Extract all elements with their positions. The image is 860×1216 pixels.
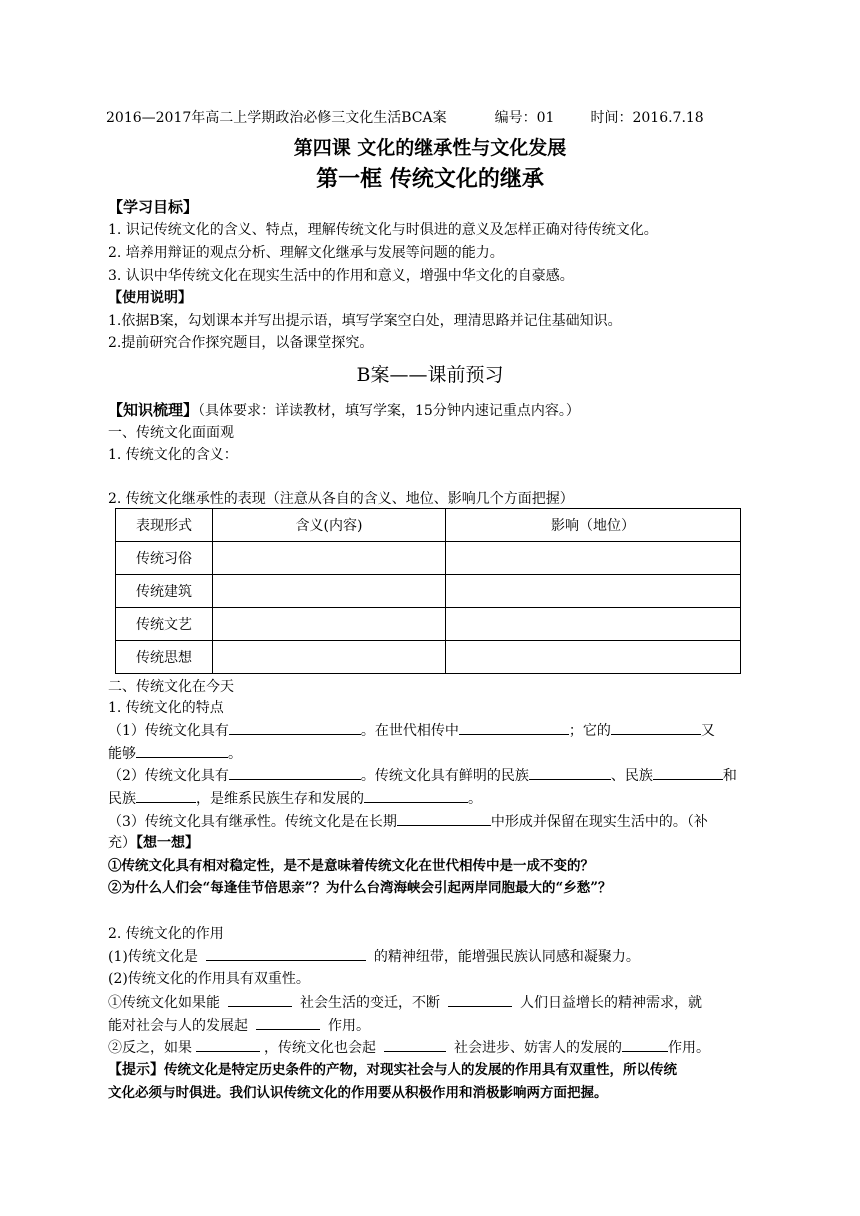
part1-q1: 1. 传统文化的含义： xyxy=(108,447,238,463)
table-row xyxy=(116,641,741,674)
part1-title: 一、传统文化面面观 xyxy=(108,425,234,441)
usage-item: 1.依据B案，勾划课本并写出提示语，填写学案空白处，理清思路并记住基础知识。 xyxy=(108,313,622,329)
table-header-cell: 表现形式 xyxy=(116,509,213,542)
document-header xyxy=(106,108,704,128)
goals-heading: 【学习目标】 xyxy=(108,198,199,216)
part1-q2: 2. 传统文化继承性的表现（注意从各自的含义、地位、影响几个方面把握） xyxy=(108,491,574,507)
goal-item: 1. 识记传统文化的含义、特点，理解传统文化与时俱进的意义及怎样正确对待传统文化。 xyxy=(108,222,658,238)
table-row-label: 传统习俗 xyxy=(116,542,213,575)
fill-blank[interactable] xyxy=(228,992,292,1007)
usage-heading: 【使用说明】 xyxy=(108,290,192,306)
think-question: ①传统文化具有相对稳定性，是不是意味着传统文化在世代相传中是一成不变的？ xyxy=(108,858,594,874)
fill-blank[interactable] xyxy=(196,1037,260,1052)
table-row xyxy=(116,575,741,608)
feature-line-1: （1）传统文化具有 。在世代相传中 ；它的 又 xyxy=(108,720,715,741)
table-blank-cell[interactable] xyxy=(446,575,741,608)
table-blank-cell[interactable] xyxy=(213,542,446,575)
table-blank-cell[interactable] xyxy=(446,641,741,674)
feature-line-5: （3）传统文化具有继承性。传统文化是在长期 中形成并保留在现实生活中的。（补 xyxy=(108,811,708,832)
feature-line-3: （2）传统文化具有 。传统文化具有鲜明的民族 、民族 和 xyxy=(108,765,737,786)
knowledge-requirement: （具体要求：详读教材，填写学案，15分钟内速记重点内容。） xyxy=(198,403,580,419)
b-case-title: B案——课前预习 xyxy=(356,364,504,386)
table-blank-cell[interactable] xyxy=(213,641,446,674)
part2-title: 二、传统文化在今天 xyxy=(108,679,234,695)
table-row-label: 传统文艺 xyxy=(116,608,213,641)
fill-blank[interactable] xyxy=(136,743,228,758)
inheritance-table xyxy=(115,508,741,674)
table-blank-cell[interactable] xyxy=(213,575,446,608)
table-header-row xyxy=(116,509,741,542)
table-blank-cell[interactable] xyxy=(446,542,741,575)
goal-item: 3. 认识中华传统文化在现实生活中的作用和意义，增强中华文化的自豪感。 xyxy=(108,268,574,284)
hint-label: 【提示】 xyxy=(108,1062,164,1078)
knowledge-line xyxy=(108,400,580,421)
lesson-title: 第四课 文化的继承性与文化发展 xyxy=(293,137,567,159)
fill-blank[interactable] xyxy=(206,946,366,961)
fill-blank[interactable] xyxy=(256,1015,320,1030)
fill-blank[interactable] xyxy=(229,765,361,780)
part2-q2: 2. 传统文化的作用 xyxy=(108,926,224,942)
think-question: ②为什么人们会“每逢佳节倍思亲”？为什么台湾海峡会引起两岸同胞最大的“乡愁”？ xyxy=(108,880,612,896)
table-row xyxy=(116,542,741,575)
fill-blank[interactable] xyxy=(397,811,491,826)
role-line-1: (1)传统文化是 的精神纽带，能增强民族认同感和凝聚力。 xyxy=(108,946,640,967)
table-header-cell: 含义(内容) xyxy=(213,509,446,542)
table-blank-cell[interactable] xyxy=(213,608,446,641)
fill-blank[interactable] xyxy=(448,992,512,1007)
feature-line-4: 民族 ，是维系民族生存和发展的 。 xyxy=(108,788,482,809)
fill-blank[interactable] xyxy=(611,720,701,735)
header-number: 编号：01 xyxy=(494,110,555,126)
hint-text: 文化必须与时俱进。我们认识传统文化的作用要从积极作用和消极影响两方面把握。 xyxy=(108,1085,608,1101)
role-line-5: ②反之，如果 ，传统文化也会起 社会进步、妨害人的发展的 作用。 xyxy=(108,1037,710,1058)
part2-q1: 1. 传统文化的特点 xyxy=(108,700,224,716)
table-row-label: 传统思想 xyxy=(116,641,213,674)
usage-item: 2.提前研究合作探究题目，以备课堂探究。 xyxy=(108,335,374,351)
header-time: 时间：2016.7.18 xyxy=(590,110,704,126)
fill-blank[interactable] xyxy=(459,720,569,735)
header-title: 2016—2017年高二上学期政治必修三文化生活BCA案 xyxy=(106,110,447,126)
table-row-label: 传统建筑 xyxy=(116,575,213,608)
feature-line-6: 充）【想一想】 xyxy=(108,835,199,851)
fill-blank[interactable] xyxy=(384,1037,446,1052)
think-heading: 【想一想】 xyxy=(136,835,199,851)
role-line-4: 能对社会与人的发展起 作用。 xyxy=(108,1015,370,1036)
fill-blank[interactable] xyxy=(653,765,723,780)
hint-line-1 xyxy=(108,1060,677,1080)
role-line-2: (2)传统文化的作用具有双重性。 xyxy=(108,971,310,987)
feature-line-2: 能够 。 xyxy=(108,743,242,764)
table-row xyxy=(116,608,741,641)
fill-blank[interactable] xyxy=(622,1037,668,1052)
table-header-cell: 影响（地位） xyxy=(446,509,741,542)
fill-blank[interactable] xyxy=(364,788,468,803)
role-line-3: ①传统文化如果能 社会生活的变迁，不断 人们日益增长的精神需求，就 xyxy=(108,992,702,1013)
knowledge-heading: 【知识梳理】 xyxy=(108,401,199,419)
fill-blank[interactable] xyxy=(229,720,361,735)
table-blank-cell[interactable] xyxy=(446,608,741,641)
fill-blank[interactable] xyxy=(529,765,611,780)
frame-title: 第一框 传统文化的继承 xyxy=(316,166,544,192)
hint-text: 传统文化是特定历史条件的产物，对现实社会与人的发展的作用具有双重性，所以传统 xyxy=(164,1062,677,1078)
fill-blank[interactable] xyxy=(136,788,196,803)
goal-item: 2. 培养用辩证的观点分析、理解文化继承与发展等问题的能力。 xyxy=(108,245,504,261)
